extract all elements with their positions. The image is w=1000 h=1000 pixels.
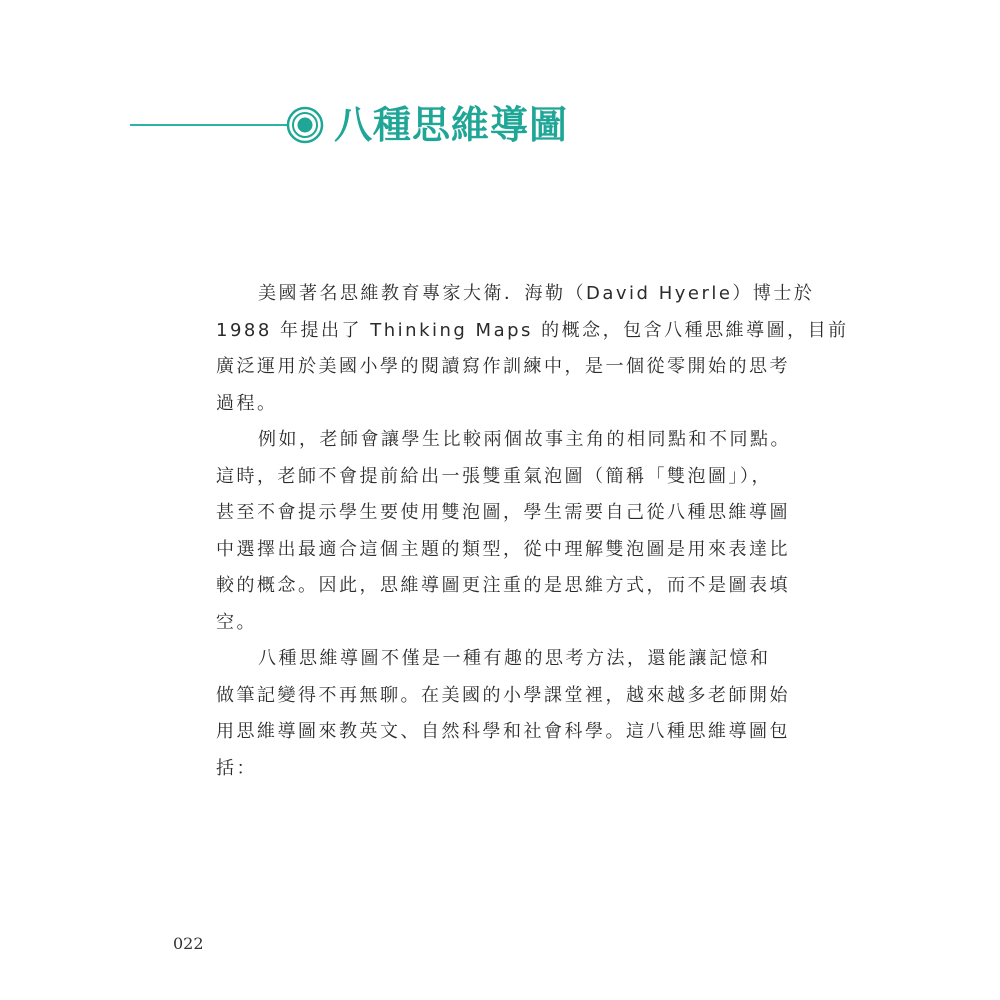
paragraph <box>216 641 790 787</box>
text-line: 廣泛運用於美國小學的閱讀寫作訓練中，是一個從零開始的思考 <box>216 356 790 377</box>
page-title: 八種思維導圖 <box>334 102 569 147</box>
text-line: 1988 年提出了 Thinking Maps 的概念，包含八種思維導圖，目前 <box>216 319 849 341</box>
paragraph <box>216 276 849 422</box>
text-line: 八種思維導圖不僅是一種有趣的思考方法，還能讓記憶和 <box>258 648 771 669</box>
body-text <box>216 276 849 787</box>
text-line: 過程。 <box>216 392 278 414</box>
heading-divider-line <box>130 124 288 126</box>
text-line: 這時，老師不會提前給出一張雙重氣泡圖（簡稱「雙泡圖」）， <box>216 465 772 487</box>
concentric-circle-icon <box>286 106 324 144</box>
text-line: 中選擇出最適合這個主題的類型，從中理解雙泡圖是用來表達比 <box>216 538 790 560</box>
chapter-heading <box>0 0 1000 200</box>
text-line: 例如，老師會讓學生比較兩個故事主角的相同點和不同點。 <box>258 429 791 450</box>
text-line: 做筆記變得不再無聊。在美國的小學課堂裡，越來越多老師開始 <box>216 684 790 706</box>
page-number: 022 <box>173 934 204 953</box>
text-line: 空。 <box>216 611 257 633</box>
text-line: 較的概念。因此，思維導圖更注重的是思維方式，而不是圖表填 <box>216 575 790 596</box>
paragraph <box>216 422 791 641</box>
text-line: 甚至不會提示學生要使用雙泡圖，學生需要自己從八種思維導圖 <box>216 502 790 523</box>
text-line: 用思維導圖來教英文、自然科學和社會科學。這八種思維導圖包 <box>216 721 790 742</box>
text-line: 美國著名思維教育專家大衛．海勒（David Hyerle）博士於 <box>258 283 815 304</box>
text-line: 括： <box>216 757 257 779</box>
